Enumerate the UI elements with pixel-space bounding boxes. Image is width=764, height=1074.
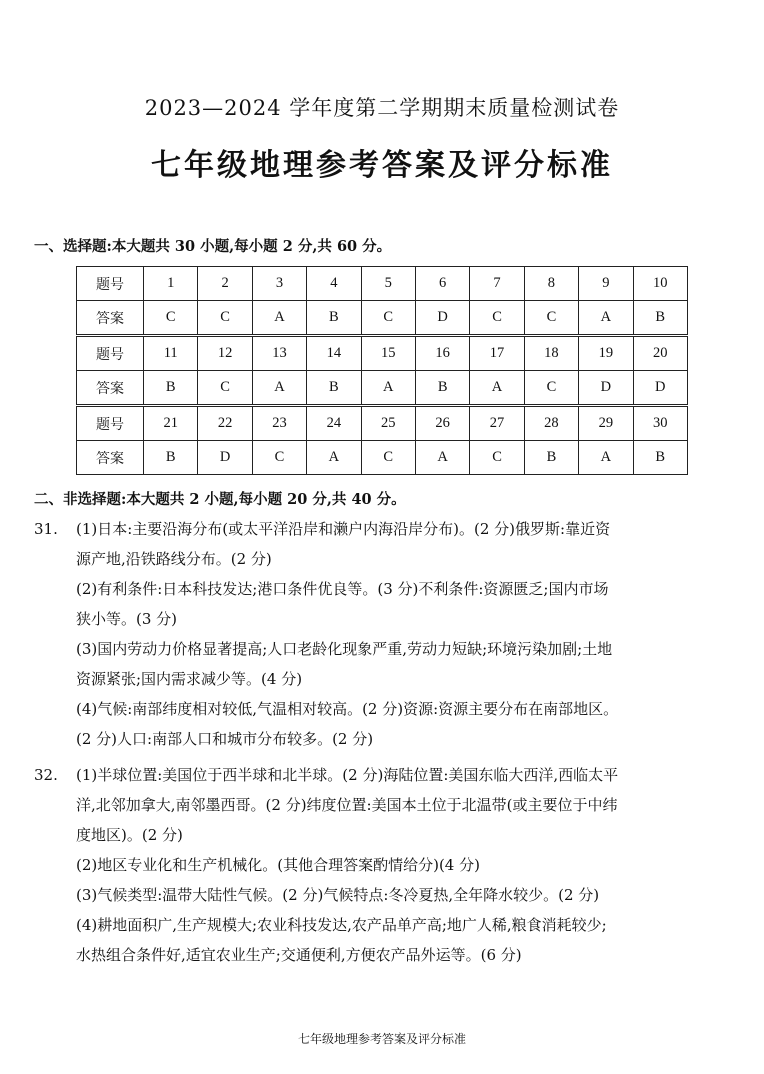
answer-cell: A (307, 441, 361, 475)
q32-line: (2)地区专业化和生产机械化。(其他合理答案酌情给分)(4 分) (76, 856, 480, 874)
question-number-cell: 2 (198, 267, 252, 301)
q31-line: 31. (1)日本:主要沿海分布(或太平洋沿岸和濑户内海沿岸分布)。(2 分)俄罗斯:靠近资 (34, 514, 724, 544)
question-number-cell: 8 (524, 267, 578, 301)
question-label-cell: 题号 (77, 406, 144, 441)
q31-line: 源产地,沿铁路线分布。(2 分) (76, 550, 272, 568)
question-number-cell: 1 (144, 267, 198, 301)
answer-cell: A (252, 371, 306, 406)
question-number-cell: 20 (633, 336, 687, 371)
answer-cell: C (361, 441, 415, 475)
answer-cell: A (579, 441, 633, 475)
answer-cell: C (524, 371, 578, 406)
answer-cell: B (144, 371, 198, 406)
question-number-cell: 19 (579, 336, 633, 371)
q31-line: (3)国内劳动力价格显著提高;人口老龄化现象严重,劳动力短缺;环境污染加剧;土地 (76, 640, 613, 658)
question-number-cell: 4 (307, 267, 361, 301)
question-number-row (77, 406, 688, 441)
question-number-cell: 11 (144, 336, 198, 371)
answer-cell: C (524, 301, 578, 336)
section1-heading: 一、选择题:本大题共 30 小题,每小题 2 分,共 60 分。 (34, 238, 392, 255)
question-32 (34, 760, 724, 970)
answer-cell: A (252, 301, 306, 336)
question-number-cell: 12 (198, 336, 252, 371)
question-number-cell: 15 (361, 336, 415, 371)
answer-cell: A (361, 371, 415, 406)
answer-row (77, 371, 688, 406)
answer-cell: C (361, 301, 415, 336)
question-number-cell: 25 (361, 406, 415, 441)
question-number-cell: 30 (633, 406, 687, 441)
answer-cell: A (415, 441, 469, 475)
question-number-cell: 22 (198, 406, 252, 441)
page-footer: 七年级地理参考答案及评分标准 (297, 1032, 466, 1046)
q32-line: (3)气候类型:温带大陆性气候。(2 分)气候特点:冬冷夏热,全年降水较少。(2 分) (76, 886, 600, 904)
q31-line: (2)有利条件:日本科技发达;港口条件优良等。(3 分)不利条件:资源匮乏;国内市场 (76, 580, 609, 598)
question-31 (34, 514, 724, 754)
answer-cell: D (198, 441, 252, 475)
answer-cell: B (415, 371, 469, 406)
question-number-cell: 29 (579, 406, 633, 441)
answer-cell: C (470, 441, 524, 475)
answer-cell: B (633, 441, 687, 475)
question-label-cell: 题号 (77, 267, 144, 301)
question-number-cell: 9 (579, 267, 633, 301)
q31-line: (4)气候:南部纬度相对较低,气温相对较高。(2 分)资源:资源主要分布在南部地区。 (76, 700, 619, 718)
q32-line: 32. (1)半球位置:美国位于西半球和北半球。(2 分)海陆位置:美国东临大西洋,西临太平 (34, 760, 724, 790)
answer-cell: B (524, 441, 578, 475)
q32-number: 32. (34, 766, 58, 784)
answer-table (76, 266, 688, 475)
question-label-cell: 题号 (77, 336, 144, 371)
question-number-cell: 3 (252, 267, 306, 301)
answer-cell: D (579, 371, 633, 406)
question-number-row (77, 336, 688, 371)
question-number-cell: 5 (361, 267, 415, 301)
question-number-cell: 6 (415, 267, 469, 301)
question-number-cell: 23 (252, 406, 306, 441)
q32-line: 度地区)。(2 分) (76, 826, 183, 844)
question-number-cell: 16 (415, 336, 469, 371)
answer-cell: A (579, 301, 633, 336)
exam-title: 2023—2024 学年度第二学期期末质量检测试卷 (144, 96, 620, 120)
question-number-cell: 24 (307, 406, 361, 441)
answer-row (77, 301, 688, 336)
q32-line: 洋,北邻加拿大,南邻墨西哥。(2 分)纬度位置:美国本土位于北温带(或主要位于中纬 (76, 796, 618, 814)
answer-cell: C (470, 301, 524, 336)
q31-number: 31. (34, 520, 58, 538)
q31-line: 资源紧张;国内需求减少等。(4 分) (76, 670, 303, 688)
question-number-cell: 28 (524, 406, 578, 441)
answer-cell: A (470, 371, 524, 406)
q31-line: 狭小等。(3 分) (76, 610, 178, 628)
answer-label-cell: 答案 (77, 301, 144, 336)
section2-heading: 二、非选择题:本大题共 2 小题,每小题 20 分,共 40 分。 (34, 491, 406, 508)
answer-cell: B (144, 441, 198, 475)
question-number-cell: 13 (252, 336, 306, 371)
question-number-cell: 18 (524, 336, 578, 371)
answer-cell: C (198, 301, 252, 336)
question-number-cell: 14 (307, 336, 361, 371)
question-number-cell: 7 (470, 267, 524, 301)
q32-line: (4)耕地面积广,生产规模大;农业科技发达,农产品单产高;地广人稀,粮食消耗较少; (76, 916, 607, 934)
question-number-cell: 17 (470, 336, 524, 371)
q31-line: (2 分)人口:南部人口和城市分布较多。(2 分) (76, 730, 374, 748)
answer-cell: D (415, 301, 469, 336)
answer-cell: B (307, 301, 361, 336)
answer-cell: D (633, 371, 687, 406)
answer-cell: C (198, 371, 252, 406)
question-number-cell: 10 (633, 267, 687, 301)
answer-cell: B (633, 301, 687, 336)
answer-row (77, 441, 688, 475)
document-title: 七年级地理参考答案及评分标准 (151, 148, 613, 183)
q32-line: 水热组合条件好,适宜农业生产;交通便利,方便农产品外运等。(6 分) (76, 946, 522, 964)
question-number-row (77, 267, 688, 301)
question-number-cell: 26 (415, 406, 469, 441)
question-number-cell: 27 (470, 406, 524, 441)
answer-label-cell: 答案 (77, 371, 144, 406)
answer-cell: C (144, 301, 198, 336)
answer-cell: B (307, 371, 361, 406)
answer-label-cell: 答案 (77, 441, 144, 475)
question-number-cell: 21 (144, 406, 198, 441)
answer-cell: C (252, 441, 306, 475)
